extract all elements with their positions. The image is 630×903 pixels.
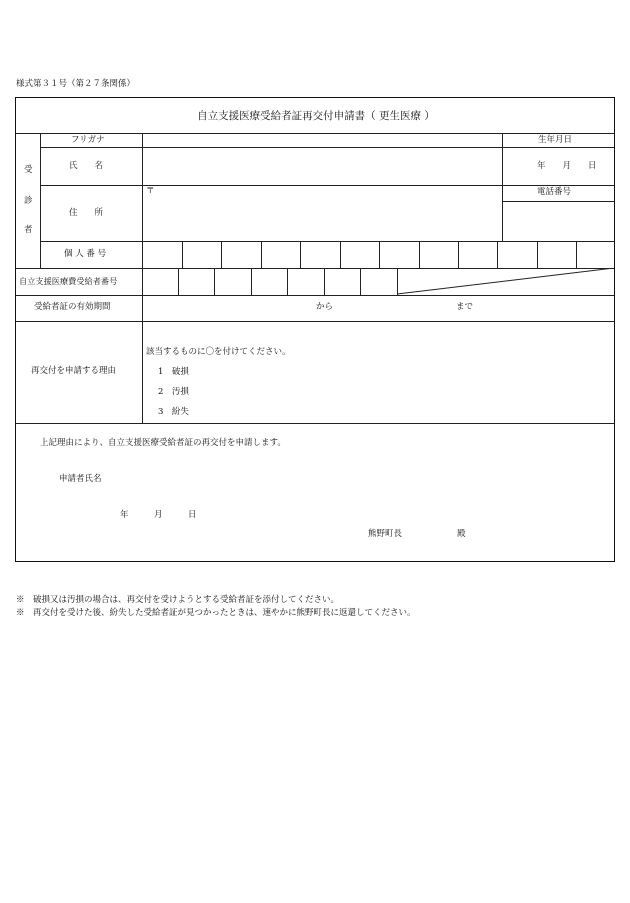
footnote-return-found-certificate: ※ 再交付を受けた後、紛失した受給者証が見つかったときは、速やかに熊野町長に返還してください。 — [16, 608, 416, 618]
birthdate-format: 年 月 日 — [537, 161, 597, 171]
reason-option-damaged: 1 破損 — [158, 367, 189, 377]
patient-group-char-2: 診 — [24, 196, 33, 206]
name-label: 氏 名 — [69, 161, 104, 171]
application-date-format: 年 月 日 — [120, 510, 197, 520]
unused-area-diagonal — [397, 268, 614, 295]
reason-option-soiled: 2 汚損 — [158, 387, 189, 397]
reason-instruction: 該当するものに〇を付けてください。 — [146, 347, 291, 357]
birthdate-label: 生年月日 — [538, 135, 573, 145]
furigana-label: フリガナ — [71, 135, 105, 145]
personal-number-label: 個 人 番 号 — [64, 249, 107, 259]
addressee-title: 熊野町長 — [368, 529, 403, 539]
validity-from: から — [316, 302, 334, 312]
addressee-honorific: 殿 — [457, 529, 466, 539]
validity-until: まで — [456, 302, 474, 312]
patient-group-char-1: 受 — [24, 165, 33, 175]
form-number: 様式第３１号（第２７条関係） — [16, 79, 136, 89]
postal-mark: 〒 — [146, 186, 155, 196]
certificate-number-label: 自立支援医療費受給者番号 — [19, 276, 118, 286]
patient-group-char-3: 者 — [24, 225, 33, 235]
footnote-attach-certificate: ※ 破損又は汚損の場合は、再交付を受けようとする受給者証を添付してください。 — [16, 595, 340, 605]
applicant-name-label: 申請者氏名 — [59, 474, 102, 484]
validity-label: 受給者証の有効期間 — [34, 302, 111, 312]
address-label: 住 所 — [69, 208, 104, 218]
form-title: 自立支援医療受給者証再交付申請書（ 更生医療 ） — [197, 110, 435, 122]
phone-label: 電話番号 — [537, 187, 572, 197]
declaration-statement: 上記理由により、自立支援医療受給者証の再交付を申請します。 — [40, 438, 286, 448]
reason-option-lost: 3 紛失 — [158, 407, 189, 417]
reason-label: 再交付を申請する理由 — [31, 366, 117, 376]
application-form — [15, 97, 615, 562]
